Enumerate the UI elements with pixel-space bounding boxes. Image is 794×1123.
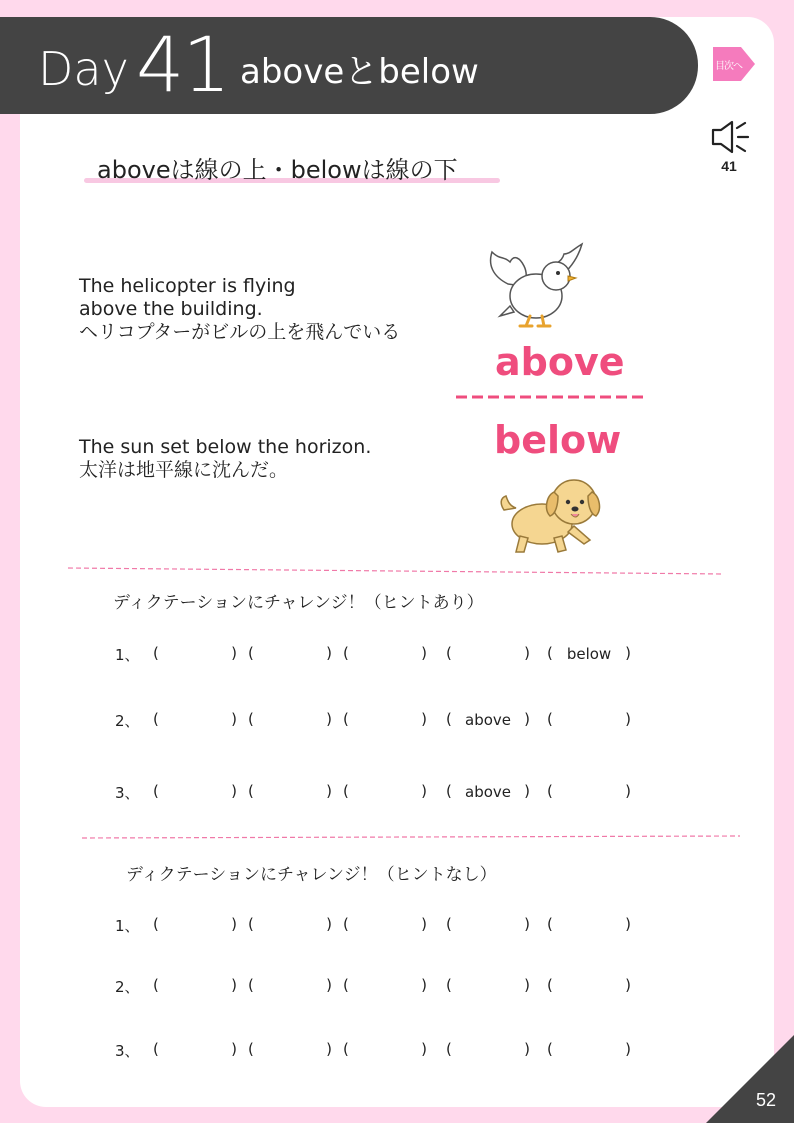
answer-blank[interactable]: ( ) <box>343 915 427 933</box>
answer-blank[interactable]: ( ) <box>547 915 631 933</box>
row-number: 1、 <box>115 917 140 935</box>
answer-blank[interactable]: ( ) <box>343 710 427 728</box>
answer-blank[interactable]: ( ) <box>153 915 237 933</box>
day-label: Day <box>38 42 129 96</box>
answer-blank[interactable]: ( ) <box>153 1040 237 1058</box>
answer-blank[interactable]: ( ) <box>248 782 332 800</box>
example-line: The sun set below the horizon. <box>79 436 372 458</box>
answer-blank[interactable]: ( above ) <box>446 782 530 801</box>
answer-blank[interactable]: ( below ) <box>547 644 631 663</box>
dictation-hint-title: ディクテーションにチャレンジ！（ヒントあり） <box>113 593 484 613</box>
toc-button[interactable] <box>711 45 757 83</box>
section-divider <box>80 832 742 842</box>
answer-blank[interactable]: ( ) <box>248 915 332 933</box>
answer-blank[interactable]: ( ) <box>248 644 332 662</box>
below-word: below <box>494 418 622 462</box>
dictation-nohint-title: ディクテーションにチャレンジ！（ヒントなし） <box>126 865 497 885</box>
row-number: 3、 <box>115 784 140 802</box>
answer-blank[interactable]: ( ) <box>343 976 427 994</box>
example-above <box>79 275 400 344</box>
answer-blank[interactable]: ( ) <box>446 976 530 994</box>
page-corner <box>706 1035 794 1123</box>
dog-illustration <box>498 474 602 558</box>
subtitle: aboveは線の上・belowは線の下 <box>97 156 458 184</box>
toc-label: 目次へ <box>715 61 742 72</box>
page-number: 52 <box>756 1090 777 1110</box>
answer-blank[interactable]: ( ) <box>248 1040 332 1058</box>
day-number: 41 <box>136 20 229 109</box>
answer-blank[interactable]: ( above ) <box>446 710 530 729</box>
answer-blank[interactable]: ( ) <box>446 644 530 662</box>
row-number: 3、 <box>115 1042 140 1060</box>
answer-blank[interactable]: ( ) <box>343 644 427 662</box>
above-word: above <box>495 340 625 384</box>
answer-blank[interactable]: ( ) <box>343 782 427 800</box>
answer-blank[interactable]: ( ) <box>153 782 237 800</box>
row-number: 2、 <box>115 712 140 730</box>
hint-word: below <box>566 645 612 663</box>
hint-word: above <box>465 711 511 729</box>
answer-blank[interactable]: ( ) <box>153 710 237 728</box>
speaker-icon <box>708 118 754 156</box>
answer-blank[interactable]: ( ) <box>446 1040 530 1058</box>
bird-illustration <box>486 240 590 330</box>
answer-blank[interactable]: ( ) <box>547 976 631 994</box>
example-below <box>79 436 371 482</box>
example-line: ヘリコプターがビルの上を飛んでいる <box>79 321 401 343</box>
lesson-title: aboveとbelow <box>240 52 479 92</box>
answer-blank[interactable]: ( ) <box>153 976 237 994</box>
answer-blank[interactable]: ( ) <box>248 976 332 994</box>
example-line: The helicopter is flying <box>79 275 296 297</box>
answer-blank[interactable]: ( ) <box>547 1040 631 1058</box>
example-line: above the building. <box>79 298 263 320</box>
answer-blank[interactable]: ( ) <box>248 710 332 728</box>
audio-track-number: 41 <box>721 158 737 174</box>
audio-button[interactable] <box>708 118 754 176</box>
answer-blank[interactable]: ( ) <box>547 710 631 728</box>
answer-blank[interactable]: ( ) <box>446 915 530 933</box>
answer-blank[interactable]: ( ) <box>153 644 237 662</box>
answer-blank[interactable]: ( ) <box>547 782 631 800</box>
hint-word: above <box>465 783 511 801</box>
horizon-line <box>454 392 650 402</box>
section-divider <box>66 566 726 576</box>
row-number: 2、 <box>115 978 140 996</box>
answer-blank[interactable]: ( ) <box>343 1040 427 1058</box>
row-number: 1、 <box>115 646 140 664</box>
example-line: 太洋は地平線に沈んだ。 <box>79 459 289 481</box>
